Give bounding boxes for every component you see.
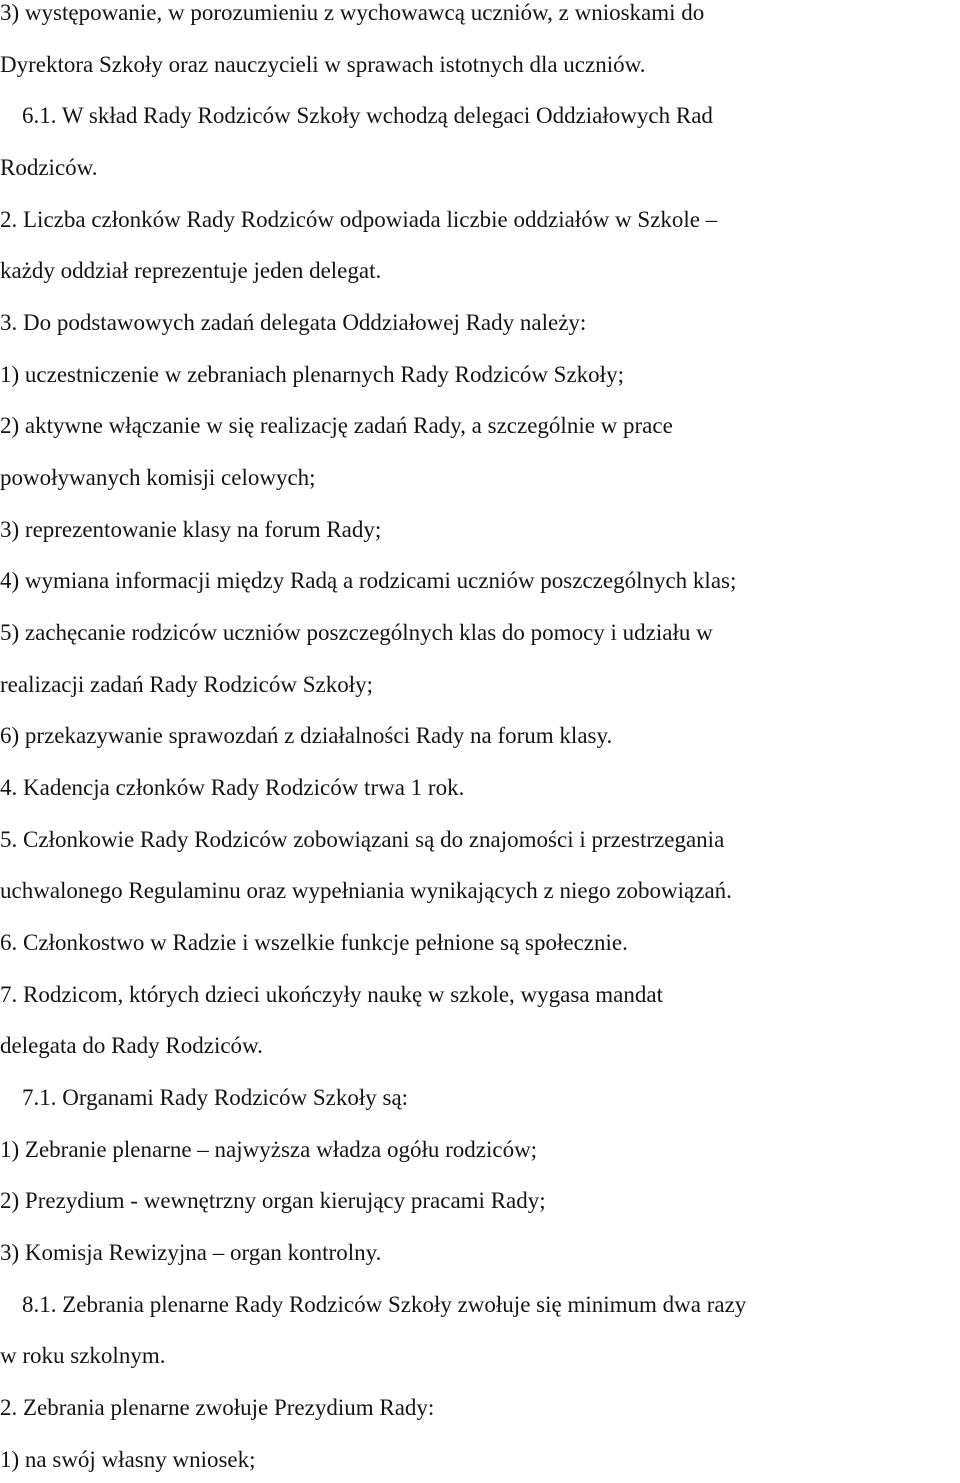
text-line: 3. Do podstawowych zadań delegata Oddziałowej Rady należy: [0, 310, 587, 335]
text-line: Rodziców. [0, 155, 98, 180]
text-line: 5. Członkowie Rady Rodziców zobowiązani są do znajomości i przestrzegania [0, 827, 725, 852]
text-line: 3) reprezentowanie klasy na forum Rady; [0, 517, 382, 542]
text-line: 5) zachęcanie rodziców uczniów poszczególnych klas do pomocy i udziału w [0, 620, 713, 645]
text-line: 3) Komisja Rewizyjna – organ kontrolny. [0, 1240, 382, 1265]
text-line: 4) wymiana informacji między Radą a rodzicami uczniów poszczególnych klas; [0, 568, 737, 593]
text-line: 7.1. Organami Rady Rodziców Szkoły są: [22, 1085, 409, 1110]
text-line: 1) na swój własny wniosek; [0, 1447, 256, 1472]
text-line: 6.1. W skład Rady Rodziców Szkoły wchodzą delegaci Oddziałowych Rad [22, 103, 713, 128]
text-line: każdy oddział reprezentuje jeden delegat. [0, 258, 382, 283]
text-line: 2. Liczba członków Rady Rodziców odpowiada liczbie oddziałów w Szkole – [0, 207, 718, 232]
text-line: 3) występowanie, w porozumieniu z wychowawcą uczniów, z wnioskami do [0, 0, 705, 25]
text-line: uchwalonego Regulaminu oraz wypełniania wynikających z niego zobowiązań. [0, 878, 732, 903]
text-line: 2) Prezydium - wewnętrzny organ kierujący pracami Rady; [0, 1188, 546, 1213]
text-line: 6) przekazywanie sprawozdań z działalności Rady na forum klasy. [0, 723, 613, 748]
text-line: 1) Zebranie plenarne – najwyższa władza ogółu rodziców; [0, 1137, 538, 1162]
text-line: powoływanych komisji celowych; [0, 465, 316, 490]
text-line: 1) uczestniczenie w zebraniach plenarnych Rady Rodziców Szkoły; [0, 362, 624, 387]
text-line: realizacji zadań Rady Rodziców Szkoły; [0, 672, 373, 697]
text-line: 6. Członkostwo w Radzie i wszelkie funkcje pełnione są społecznie. [0, 930, 628, 955]
text-line: Dyrektora Szkoły oraz nauczycieli w sprawach istotnych dla uczniów. [0, 52, 646, 77]
text-line: delegata do Rady Rodziców. [0, 1033, 263, 1058]
text-line: 2. Zebrania plenarne zwołuje Prezydium Rady: [0, 1395, 435, 1420]
text-line: 7. Rodzicom, których dzieci ukończyły naukę w szkole, wygasa mandat [0, 982, 663, 1007]
text-line: w roku szkolnym. [0, 1343, 166, 1368]
text-line: 8.1. Zebrania plenarne Rady Rodziców Szkoły zwołuje się minimum dwa razy [22, 1292, 747, 1317]
text-line: 4. Kadencja członków Rady Rodziców trwa 1 rok. [0, 775, 465, 800]
text-line: 2) aktywne włączanie w się realizację zadań Rady, a szczególnie w prace [0, 413, 673, 438]
